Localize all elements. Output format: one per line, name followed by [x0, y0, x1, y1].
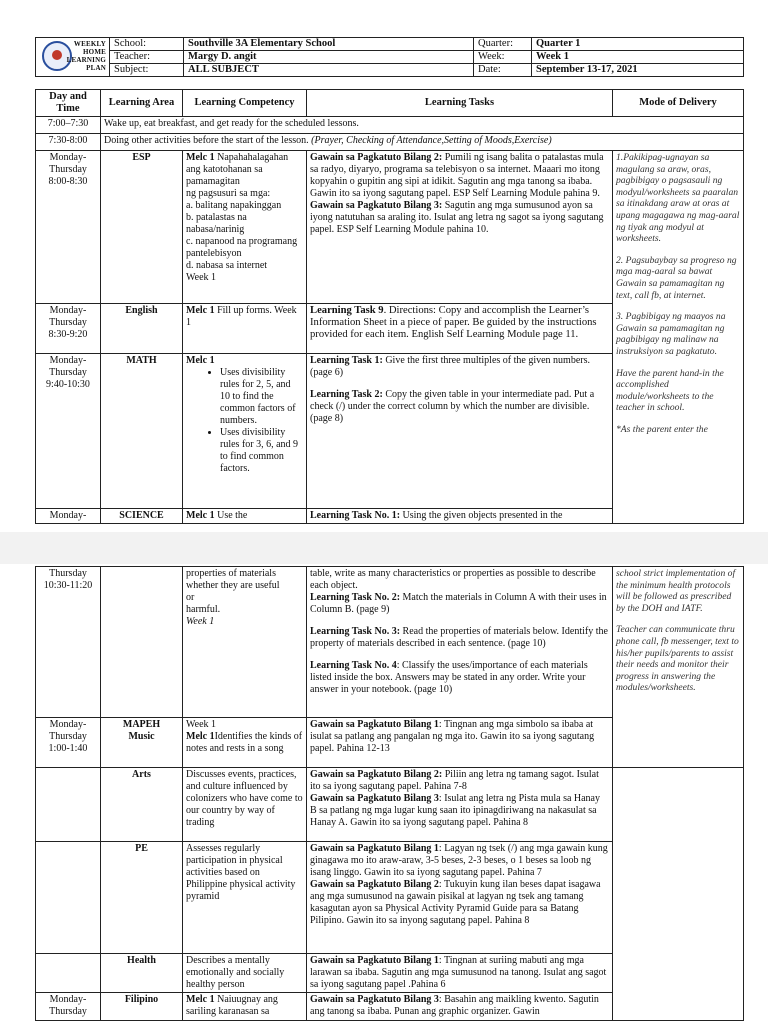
- col-header-learning-area: Learning Area: [101, 90, 183, 117]
- subject-label: Subject:: [110, 64, 184, 77]
- learning-area-filipino: Filipino: [101, 993, 183, 1021]
- competency-science-cont: properties of materials whether they are useful or harmful. Week 1: [183, 567, 307, 718]
- tasks-science-cont: table, write as many characteristics or properties as possible to describe each object. Learning Task No. 2: Match the materials in Column A with their uses in Column B. (page 9) Learning Task No. 3: Read the properties of materials below. Identify the property of materials described in each sentence. (page 10) Learning Task No. 4: Classify the uses/importance of each materials listed inside the box. Answers may be stated in any order. Write your answer in your notebook. (page 10): [307, 567, 613, 718]
- school-label: School:: [110, 38, 184, 51]
- learning-area-music: MAPEH Music: [101, 718, 183, 768]
- tasks-music: Gawain sa Pagkatuto Bilang 1: Tingnan ang mga simbolo sa ibaba at isulat sa patlang ang pangalan ng mga ito. Gawin ito sa iyong sagutang papel. Pahina 12-13: [307, 718, 613, 768]
- competency-health: Describes a mentally emotionally and socially healthy person: [183, 954, 307, 993]
- learning-area-pe: PE: [101, 842, 183, 954]
- tasks-health: Gawain sa Pagkatuto Bilang 1: Tingnan at suriing mabuti ang mga larawan sa ibaba. Sagutin ang mga sumusunod na tanong. Isulat ang sagot sa iyong sagutang papel .Pahina 6: [307, 954, 613, 993]
- date-value: September 13-17, 2021: [532, 64, 744, 77]
- quarter-value: Quarter 1: [532, 38, 744, 51]
- time-cell: 7:30-8:00: [36, 134, 101, 151]
- time-cell: [36, 768, 101, 842]
- tasks-arts: Gawain sa Pagkatuto Bilang 2: Piliin ang letra ng tamang sagot. Isulat ito sa iyong sagutang papel. Pahina 7-8 Gawain sa Pagkatuto Bilang 3: Isulat ang letra ng Pista mula sa Hanay B sa patlang ng mga lugar kung saan ito ipinagdiriwang na nakasulat sa Hanay A. Gawin ito sa iyong sagutang papel. Pahina 8: [307, 768, 613, 842]
- time-cell: Monday- Thursday 8:00-8:30: [36, 151, 101, 304]
- competency-english: Melc 1 Fill up forms. Week 1: [183, 304, 307, 354]
- document-page-2: [0, 564, 768, 1024]
- school-value: Southville 3A Elementary School: [184, 38, 474, 51]
- learning-area-math: MATH: [101, 354, 183, 509]
- list-item: • Uses divisibility rules for 2, 5, and 10 to find the common factors of numbers.: [220, 367, 303, 427]
- week-label: Week:: [474, 51, 532, 64]
- teacher-label: Teacher:: [110, 51, 184, 64]
- deped-logo: [36, 38, 110, 77]
- logo-label: WEEKLY HOME LEARNING PLAN: [66, 40, 106, 72]
- tasks-science: Learning Task No. 1: Using the given objects presented in the: [307, 509, 613, 524]
- tasks-english: Learning Task 9. Directions: Copy and accomplish the Learner’s Information Sheet in a piece of paper. Be guided by the instructions provided for each item. English Self Learning Module page 11.: [307, 304, 613, 354]
- weekly-plan-table-1: [35, 89, 744, 524]
- teacher-value: Margy D. angit: [184, 51, 474, 64]
- tasks-math: Learning Task 1: Give the first three multiples of the given numbers. (page 6) Learning Task 2: Copy the given table in your intermediate pad. Put a check (/) under the correct column by which the number are divisible. (page 8): [307, 354, 613, 509]
- page-gap: [0, 532, 768, 564]
- competency-pe: Assesses regularly participation in physical activities based on Philippine physical activity pyramid: [183, 842, 307, 954]
- mode-of-delivery-cell: school strict implementation of the minimum health protocols will be followed as prescribed by the DOH and IATF. Teacher can communicate thru phone call, fb messenger, text to his/her pupils/parents to assist their needs and monitor their progress in answering the modules/worksheets.: [613, 567, 744, 768]
- learning-area-health: Health: [101, 954, 183, 993]
- learning-area-arts: Arts: [101, 768, 183, 842]
- subject-value: ALL SUBJECT: [184, 64, 474, 77]
- mode-of-delivery-empty: [613, 768, 744, 1021]
- competency-arts: Discusses events, practices, and culture influenced by colonizers who have come to our country by way of trading: [183, 768, 307, 842]
- time-cell: [36, 842, 101, 954]
- time-cell: 7:00–7:30: [36, 117, 101, 134]
- tasks-esp: Gawain sa Pagkatuto Bilang 2: Pumili ng isang balita o patalastas mula sa radyo, diyaryo, programa sa telebisyon o sa internet. Maaari mo itong kopyahin o gupitin ang sipi at idikit. Sagutin ang mga tanong sa ibaba. Gawin ito sa iyong sagutang papel. ESP Self Learning Module pahina 9. Gawain sa Pagkatuto Bilang 3: Sagutin ang mga sumusunod ayon sa iyong natutuhan sa araling ito. Isulat ang letra ng sagot sa iyong sagutang papel. ESP Self Learning Module pahina 10.: [307, 151, 613, 304]
- tasks-filipino: Gawain sa Pagkatuto Bilang 3: Basahin ang maikling kwento. Sagutin ang tanong sa ibaba. Punan ang graphic organizer. Gawin: [307, 993, 613, 1021]
- list-item: • Uses divisibility rules for 3, 6, and 9 to find common factors.: [220, 427, 303, 475]
- competency-filipino: Melc 1 Naiuugnay ang sariling karanasan sa: [183, 993, 307, 1021]
- col-header-learning-tasks: Learning Tasks: [307, 90, 613, 117]
- competency-music: Week 1 Melc 1Identifies the kinds of notes and rests in a song: [183, 718, 307, 768]
- header-table: [35, 37, 744, 77]
- time-cell: Monday- Thursday 1:00-1:40: [36, 718, 101, 768]
- time-cell: [36, 954, 101, 993]
- week-value: Week 1: [532, 51, 744, 64]
- time-cell: Thursday 10:30-11:20: [36, 567, 101, 718]
- schedule-note: Doing other activities before the start of the lesson. (Prayer, Checking of Attendance,Setting of Moods,Exercise): [101, 134, 744, 151]
- competency-esp: Melc 1 Napahahalagahan ang katotohanan sa pamamagitan ng pagsusuri sa mga: a. balitang napakinggan b. patalastas na nabasa/narinig c. napanood na programang pantelebisyon d. nabasa sa internet Week 1: [183, 151, 307, 304]
- date-label: Date:: [474, 64, 532, 77]
- mode-of-delivery-cell: 1.Pakikipag-ugnayan sa magulang sa araw, oras, pagbibigay o pagsasauli ng modyul/worksheets sa paaralan sa itinakdang araw at oras at upang magagawa ng mag-aaral ng tiyak ang modyul at worksheets. 2. Pagsubaybay sa progreso ng mga mag-aaral sa bawat Gawain sa pamamagitan ng text, call fb, at internet. 3. Pagbibigay ng maayos na Gawain sa pamamagitan ng pagbibigay ng malinaw na instruksiyon sa pagkatuto. Have the parent hand-in the accomplished module/worksheets to the teacher in school. *As the parent enter the: [613, 151, 744, 524]
- weekly-plan-table-2: [35, 566, 744, 1021]
- col-header-learning-competency: Learning Competency: [183, 90, 307, 117]
- competency-science: Melc 1 Use the: [183, 509, 307, 524]
- col-header-mode-of-delivery: Mode of Delivery: [613, 90, 744, 117]
- time-cell: Monday- Thursday: [36, 993, 101, 1021]
- col-header-day-time: Day and Time: [36, 90, 101, 117]
- learning-area-esp: ESP: [101, 151, 183, 304]
- learning-area-science: SCIENCE: [101, 509, 183, 524]
- time-cell: Monday- Thursday 9:40-10:30: [36, 354, 101, 509]
- tasks-pe: Gawain sa Pagkatuto Bilang 1: Lagyan ng tsek (/) ang mga gawain kung ginagawa mo ito araw-araw, 3-5 beses, 2-3 beses, o 1 beses sa loob ng isang linggo. Gawin ito sa iyong sagutang papel. Pahina 7 Gawain sa Pagkatuto Bilang 2: Tukuyin kung ilan beses dapat isagawa ang mga sumusunod na gawain pisikal at lagyan ng tsek ang tamang kasagutan ayon sa Physical Activity Pyramid Guide para sa Batang Pilipino. Gawin ito sa inyong sagutang papel. Pahina 8: [307, 842, 613, 954]
- learning-area-english: English: [101, 304, 183, 354]
- schedule-note: Wake up, eat breakfast, and get ready for the scheduled lessons.: [101, 117, 744, 134]
- time-cell: Monday- Thursday 8:30-9:20: [36, 304, 101, 354]
- quarter-label: Quarter:: [474, 38, 532, 51]
- time-cell: Monday-: [36, 509, 101, 524]
- learning-area-science-cont: [101, 567, 183, 718]
- competency-math: Melc 1 • Uses divisibility rules for 2, 5, and 10 to find the common factors of numbers. • Uses divisibility rules for 3, 6, and 9 to find common factors.: [183, 354, 307, 509]
